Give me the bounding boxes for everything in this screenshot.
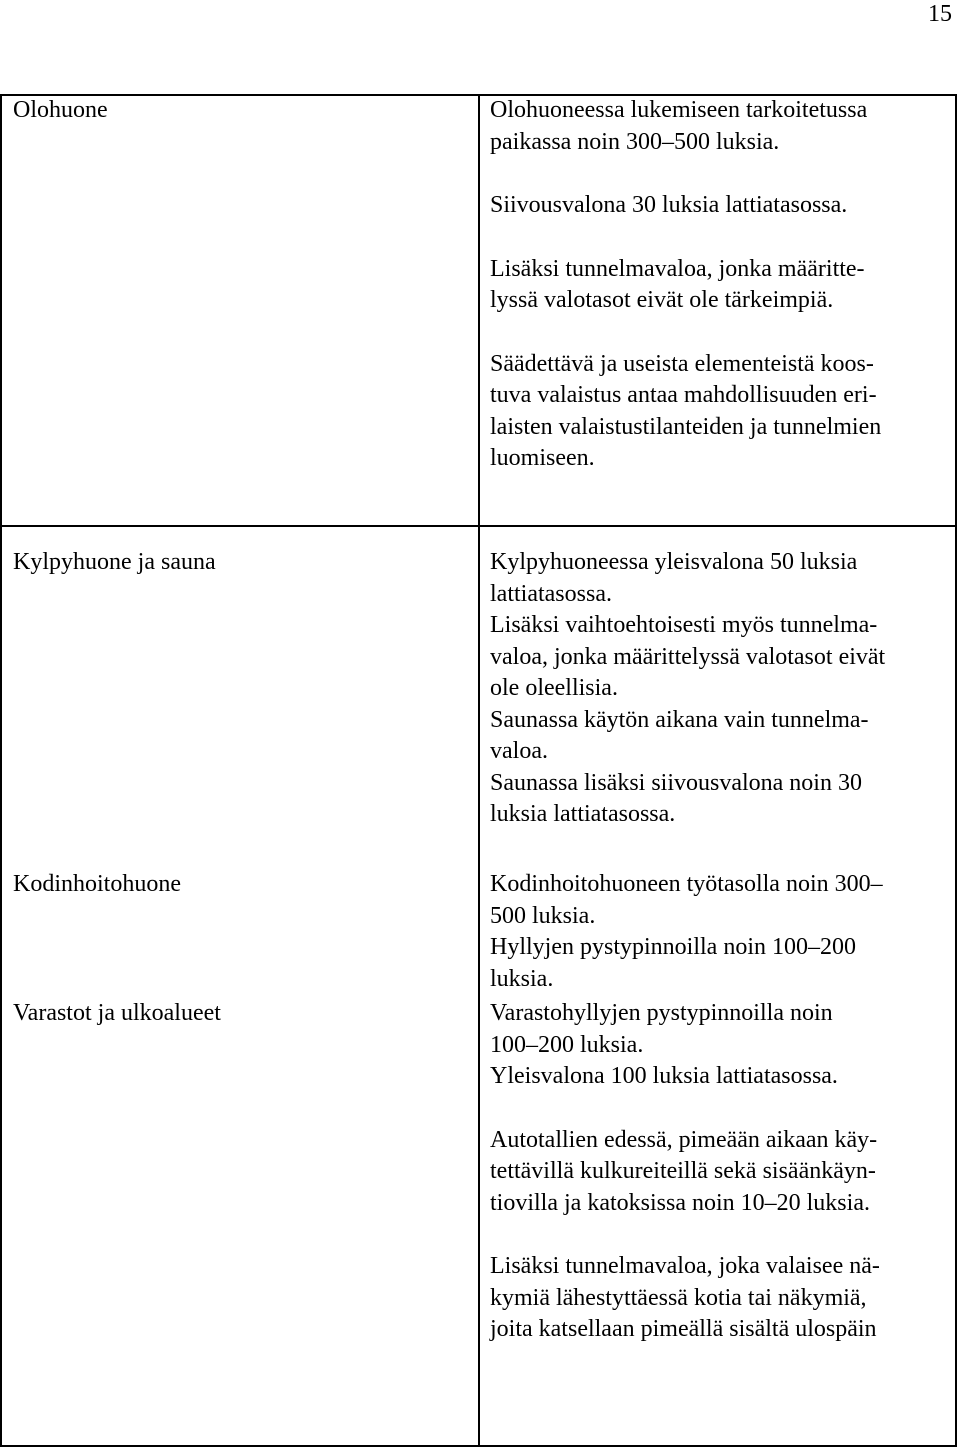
row-label-olohuone: Olohuone bbox=[13, 97, 108, 123]
row-label-kodinhoitohuone: Kodinhoitohuone bbox=[13, 871, 181, 897]
row-label-varastot: Varastot ja ulkoalueet bbox=[13, 1000, 221, 1026]
row-text-kylpyhuone bbox=[490, 547, 942, 831]
row-divider bbox=[0, 525, 957, 527]
paragraph: Säädettävä ja useista elementeistä koos- tuva valaistus antaa mahdollisuuden eri- laisten valaistustilanteiden ja tunnelmien luomiseen. bbox=[490, 350, 882, 471]
page-number: 15 bbox=[928, 1, 952, 27]
paragraph: Lisäksi tunnelmavaloa, joka valaisee nä- kymiä lähestyttäessä kotia tai näkymiä, joita katsellaan pimeällä sisältä ulospäin bbox=[490, 1253, 880, 1342]
paragraph: Lisäksi tunnelmavaloa, jonka määritte- lyssä valotasot eivät ole tärkeimpiä. bbox=[490, 255, 865, 313]
row-label-kylpyhuone: Kylpyhuone ja sauna bbox=[13, 549, 216, 575]
row-text-varastot bbox=[490, 998, 942, 1346]
paragraph: Kylpyhuoneessa yleisvalona 50 luksia lattiatasossa. Lisäksi vaihtoehtoisesti myös tunnelma- valoa, jonka määrittelyssä valotasot eivät ole oleellisia. Saunassa käytön aikana vain tunnelma- valoa. Saunassa lisäksi siivousvalona noin 30 luksia lattiatasossa. bbox=[490, 549, 886, 827]
paragraph: Siivousvalona 30 luksia lattiatasossa. bbox=[490, 192, 848, 218]
row-text-olohuone bbox=[490, 95, 942, 475]
column-divider bbox=[478, 94, 480, 1447]
row-text-kodinhoitohuone bbox=[490, 869, 942, 995]
paragraph: Autotallien edessä, pimeään aikaan käy- tettävillä kulkureiteillä sekä sisäänkäyn- tiovilla ja katoksissa noin 10–20 luksia. bbox=[490, 1126, 878, 1216]
paragraph: Varastohyllyjen pystypinnoilla noin 100–200 luksia. Yleisvalona 100 luksia lattiatasossa. bbox=[490, 1000, 838, 1089]
paragraph: Olohuoneessa lukemiseen tarkoitetussa paikassa noin 300–500 luksia. bbox=[490, 97, 868, 155]
paragraph: Kodinhoitohuoneen työtasolla noin 300– 500 luksia. Hyllyjen pystypinnoilla noin 100–200 luksia. bbox=[490, 871, 883, 992]
